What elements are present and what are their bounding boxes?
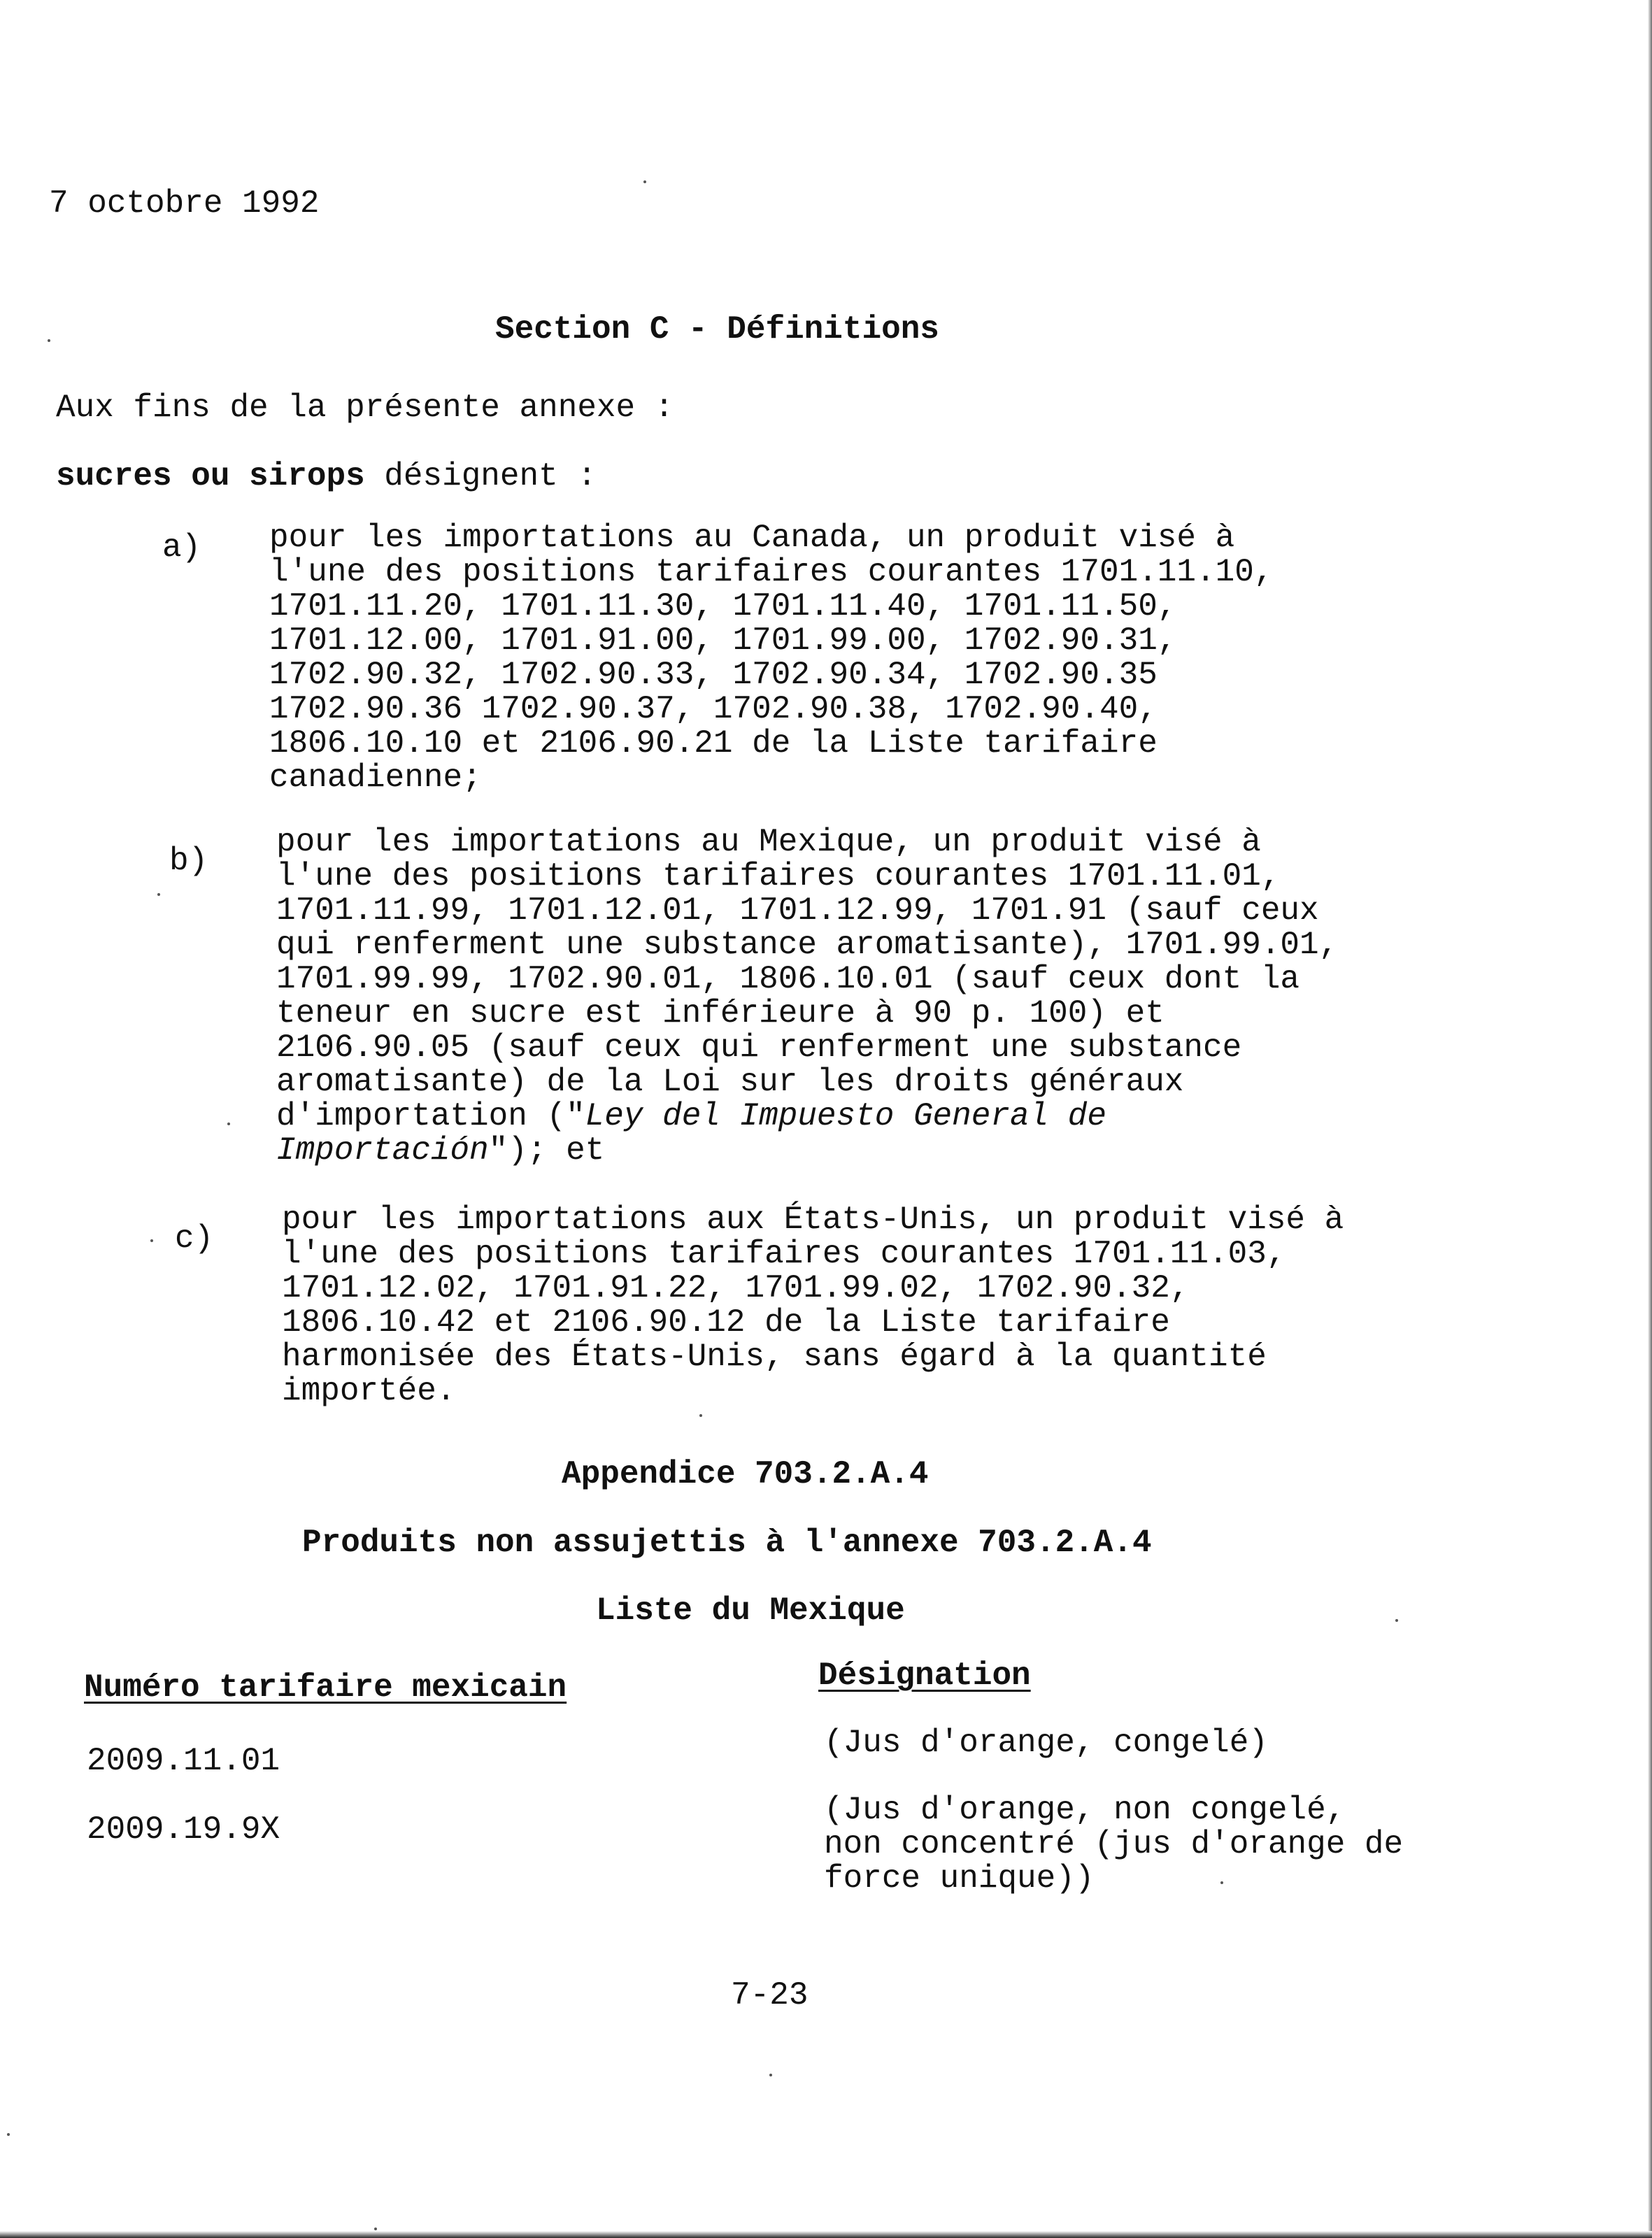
scan-speck bbox=[374, 2228, 377, 2230]
item-b-text bbox=[276, 825, 1338, 1168]
table-row-2-designation bbox=[824, 1793, 1403, 1896]
item-a-line: pour les importations au Canada, un produit visé à bbox=[269, 520, 1235, 556]
item-b-line-9-italic: Ley del Impuesto General de bbox=[585, 1098, 1106, 1134]
scan-speck bbox=[227, 1122, 230, 1125]
item-b-line: pour les importations au Mexique, un produit visé à bbox=[276, 824, 1261, 860]
item-b-line-9 bbox=[276, 1099, 1338, 1134]
scan-edge-bottom bbox=[0, 2231, 1652, 2238]
item-b-line-10 bbox=[276, 1134, 1338, 1168]
scan-speck bbox=[48, 339, 50, 342]
scan-speck bbox=[157, 893, 160, 896]
table-row-2-designation-line: non concentré (jus d'orange de bbox=[824, 1826, 1404, 1862]
item-b-line: teneur en sucre est inférieure à 90 p. 100) et bbox=[276, 995, 1165, 1032]
list-title: Liste du Mexique bbox=[596, 1592, 905, 1629]
section-intro: Aux fins de la présente annexe : bbox=[56, 390, 674, 426]
definition-term-rest: désignent : bbox=[364, 458, 597, 494]
document-date: 7 octobre 1992 bbox=[49, 185, 320, 222]
page-number: 7-23 bbox=[731, 1977, 809, 2014]
table-row-2-designation-line: force unique)) bbox=[824, 1860, 1095, 1897]
item-b-line: 1701.99.99, 1702.90.01, 1806.10.01 (sauf ceux dont la bbox=[276, 961, 1300, 997]
definition-term-bold: sucres ou sirops bbox=[56, 458, 365, 494]
item-b-line: qui renferment une substance aromatisante), 1701.99.01, bbox=[276, 927, 1339, 963]
scan-speck bbox=[7, 2133, 10, 2136]
table-row-1-designation bbox=[824, 1726, 1268, 1760]
item-c-line: importée. bbox=[282, 1373, 456, 1409]
table-row-2-number: 2009.19.9X bbox=[87, 1811, 280, 1848]
section-title: Section C - Définitions bbox=[495, 311, 939, 348]
scan-speck bbox=[769, 2074, 772, 2076]
appendix-subtitle: Produits non assujettis à l'annexe 703.2.A.4 bbox=[302, 1525, 1152, 1561]
table-header-number: Numéro tarifaire mexicain bbox=[84, 1669, 567, 1706]
table-row-1-designation-line: (Jus d'orange, congelé) bbox=[824, 1725, 1268, 1761]
item-a-line: canadienne; bbox=[269, 760, 482, 796]
item-c-line: pour les importations aux États-Unis, un produit visé à bbox=[282, 1202, 1344, 1238]
item-b-line-9-pre: d'importation (" bbox=[276, 1098, 585, 1134]
table-row-2-designation-line: (Jus d'orange, non congelé, bbox=[824, 1792, 1346, 1828]
item-a-line: 1701.11.20, 1701.11.30, 1701.11.40, 1701.11.50, bbox=[269, 588, 1177, 625]
scan-speck bbox=[1220, 1881, 1223, 1884]
item-a-label: a) bbox=[162, 529, 201, 566]
definition-term bbox=[56, 458, 597, 494]
item-a-text bbox=[269, 521, 1273, 795]
item-a-line: 1701.12.00, 1701.91.00, 1701.99.00, 1702.90.31, bbox=[269, 622, 1177, 659]
scan-speck bbox=[643, 180, 646, 183]
scan-speck bbox=[1395, 1619, 1398, 1622]
item-c-line: harmonisée des États-Unis, sans égard à la quantité bbox=[282, 1339, 1267, 1375]
table-row-1-number: 2009.11.01 bbox=[87, 1743, 280, 1779]
item-b-label: b) bbox=[169, 843, 208, 879]
item-c-label: c) bbox=[175, 1220, 214, 1257]
item-b-line: l'une des positions tarifaires courantes 1701.11.01, bbox=[276, 858, 1281, 895]
item-c-text bbox=[282, 1203, 1344, 1409]
item-b-line: 1701.11.99, 1701.12.01, 1701.12.99, 1701.91 (sauf ceux bbox=[276, 892, 1319, 929]
item-c-line: l'une des positions tarifaires courantes 1701.11.03, bbox=[282, 1236, 1286, 1272]
scan-speck bbox=[150, 1239, 153, 1242]
appendix-title: Appendice 703.2.A.4 bbox=[562, 1456, 929, 1492]
item-b-line-10-italic: Importación bbox=[276, 1132, 489, 1169]
scan-speck bbox=[699, 1414, 702, 1417]
item-c-line: 1701.12.02, 1701.91.22, 1701.99.02, 1702.90.32, bbox=[282, 1270, 1190, 1306]
item-b-line-10-post: "); et bbox=[488, 1132, 605, 1169]
item-b-line: 2106.90.05 (sauf ceux qui renferment une substance bbox=[276, 1029, 1242, 1066]
item-b-line: aromatisante) de la Loi sur les droits généraux bbox=[276, 1064, 1184, 1100]
item-a-line: 1702.90.32, 1702.90.33, 1702.90.34, 1702.90.35 bbox=[269, 657, 1158, 693]
item-a-line: 1806.10.10 et 2106.90.21 de la Liste tarifaire bbox=[269, 725, 1158, 762]
item-a-line: l'une des positions tarifaires courantes 1701.11.10, bbox=[269, 554, 1274, 590]
item-c-line: 1806.10.42 et 2106.90.12 de la Liste tarifaire bbox=[282, 1304, 1170, 1341]
table-header-designation: Désignation bbox=[818, 1658, 1031, 1694]
scan-edge-right bbox=[1648, 0, 1652, 2238]
item-a-line: 1702.90.36 1702.90.37, 1702.90.38, 1702.90.40, bbox=[269, 691, 1158, 727]
